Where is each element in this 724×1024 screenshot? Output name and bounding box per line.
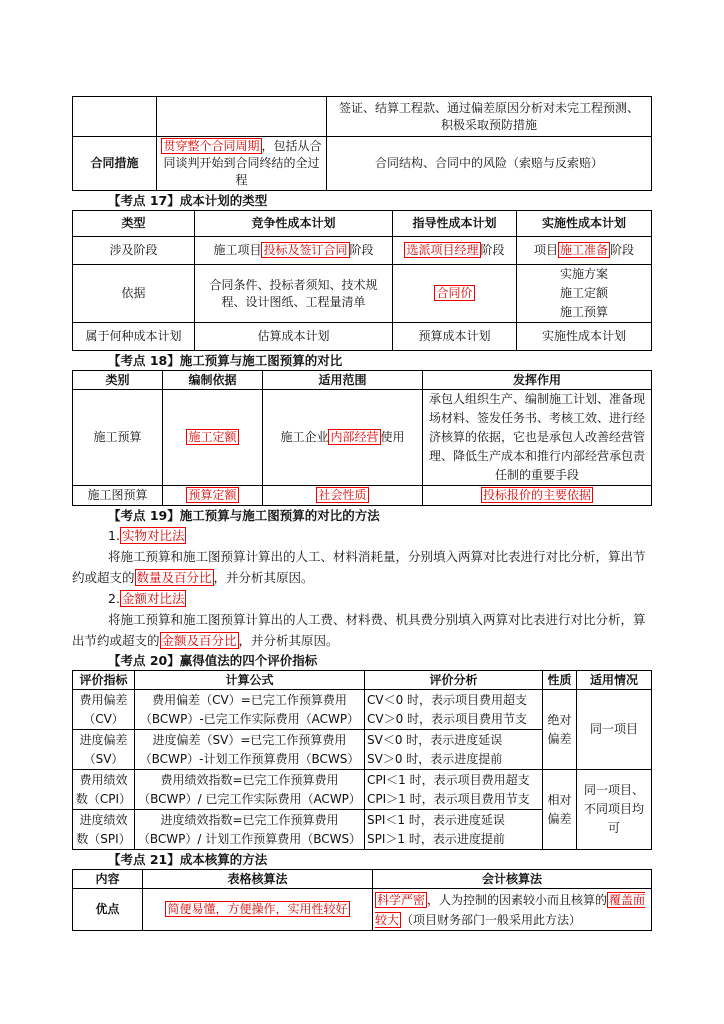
- row-label: 属于何种成本计划: [73, 323, 195, 351]
- analysis-line: SPI＜1 时，表示进度延误: [367, 812, 505, 827]
- formula: 进度绩效指数=已完工作预算费用（BCWP）/ 计划工作预算费用（BCWS）: [135, 810, 365, 850]
- formula: 费用偏差（CV）=已完工作预算费用（BCWP）-已完工作实际费用（ACWP）: [135, 690, 365, 730]
- empty-cell: [73, 97, 157, 137]
- highlight: 选派项目经理: [406, 243, 479, 257]
- formula: 费用绩效指数=已完工作预算费用（BCWP）/ 已完工作实际费用（ACWP）: [135, 770, 365, 810]
- analysis-line: CV＜0 时，表示项目费用超支: [367, 692, 528, 707]
- highlight: 施工准备: [559, 243, 608, 257]
- table-cell: [195, 237, 393, 265]
- analysis-line: SV＜0 时，表示进度延误: [367, 732, 503, 747]
- highlight: 简便易懂，方便操作，实用性较好: [167, 902, 348, 916]
- highlight: 覆盖面较大: [375, 892, 646, 927]
- analysis: [365, 690, 543, 730]
- table-cell: 承包人组织生产、编制施工计划、准备现场材料、签发任务书、考核工效、进行经济核算的依据，它也是承包人改善经营管理、降低生产成本和推行内部经营承包责任制的重要手段: [423, 390, 652, 486]
- highlight: 金额及百分比: [161, 633, 237, 648]
- earned-value-table: [72, 670, 652, 850]
- analysis: [365, 810, 543, 850]
- paragraph-text: 将施工预算和施工图预算计算出的人工费、材料费、机具费分别填入两算对比表进行对比分析，算出节约或超支的: [72, 612, 646, 648]
- row-label: 依据: [73, 265, 195, 323]
- highlight: 投标报价的主要依据: [482, 488, 591, 502]
- column-header: 编制依据: [163, 371, 263, 390]
- analysis-line: CV＞0 时，表示项目费用节支: [367, 711, 528, 726]
- list-item: 实施方案: [559, 267, 608, 281]
- column-header: 评价分析: [365, 671, 543, 690]
- table-cell: 签证、结算工程款、通过偏差原因分析对未完工程预测、积极采取预防措施: [327, 97, 652, 137]
- paragraph-text: ，并分析其原因。: [238, 633, 339, 648]
- list-number: 2.: [108, 591, 120, 606]
- contract-measures-table: [72, 96, 652, 191]
- highlight: 实物对比法: [121, 528, 185, 543]
- column-header: 适用情况: [577, 671, 652, 690]
- column-header: 适用范围: [263, 371, 423, 390]
- section-title: 【考点 18】施工预算与施工图预算的对比: [108, 353, 343, 368]
- section-title: 【考点 19】施工预算与施工图预算的对比的方法: [108, 508, 380, 523]
- row-label: 优点: [73, 889, 143, 931]
- cell-text: 使用: [380, 430, 405, 444]
- table-cell: [163, 486, 263, 506]
- cell-text: 项目: [533, 243, 558, 257]
- highlight: 贯穿整个合同周期: [163, 139, 260, 153]
- column-header: 评价指标: [73, 671, 135, 690]
- applicability: 同一项目: [577, 690, 652, 770]
- table-cell: 预算成本计划: [393, 323, 517, 351]
- formula: 进度偏差（SV）=已完工作预算费用（BCWP）-计划工作预算费用（BCWS）: [135, 730, 365, 770]
- table-cell: [263, 486, 423, 506]
- table-cell: [393, 265, 517, 323]
- column-header: 表格核算法: [143, 870, 373, 889]
- highlight: 施工定额: [188, 430, 237, 444]
- row-label: 涉及阶段: [73, 237, 195, 265]
- indicator-name: 费用偏差（CV）: [73, 690, 135, 730]
- cell-text: ，包括从合同谈判开始到合同终结的全过程: [163, 139, 322, 187]
- nature: 相对偏差: [543, 770, 577, 850]
- highlight: 内部经营: [330, 430, 379, 444]
- table-cell: [423, 486, 652, 506]
- column-header: 类型: [73, 211, 195, 237]
- table-cell: [163, 390, 263, 486]
- table-cell: [143, 889, 373, 931]
- method-heading: [72, 588, 652, 609]
- cell-text: 阶段: [610, 243, 635, 257]
- highlight: 投标及签订合同: [263, 243, 348, 257]
- cost-accounting-table: [72, 869, 652, 931]
- column-header: 计算公式: [135, 671, 365, 690]
- analysis-line: SV＞0 时，表示进度提前: [367, 751, 503, 766]
- column-header: 竞争性成本计划: [195, 211, 393, 237]
- column-header: 指导性成本计划: [393, 211, 517, 237]
- paragraph-text: ，并分析其原因。: [213, 570, 314, 585]
- analysis-line: CPI＞1 时，表示项目费用节支: [367, 791, 530, 806]
- column-header: 类别: [73, 371, 163, 390]
- highlight: 预算定额: [188, 488, 237, 502]
- list-item: 施工定额: [559, 286, 608, 300]
- section-title: 【考点 17】成本计划的类型: [108, 193, 268, 208]
- paragraph-text: 将施工预算和施工图预算计算出的人工、材料消耗量，分别填入两算对比表进行对比分析，算出节约或超支的: [72, 549, 646, 585]
- table-cell: 实施性成本计划: [517, 323, 652, 351]
- budget-comparison-table: [72, 370, 652, 506]
- cell-text: 阶段: [480, 243, 505, 257]
- highlight: 社会性质: [318, 488, 367, 502]
- analysis-line: CPI＜1 时，表示项目费用超支: [367, 772, 530, 787]
- analysis: [365, 730, 543, 770]
- table-cell: [157, 137, 327, 191]
- table-cell: [263, 390, 423, 486]
- analysis: [365, 770, 543, 810]
- row-label: 合同措施: [73, 137, 157, 191]
- table-cell: 合同条件、投标者须知、技术规程、设计图纸、工程量清单: [195, 265, 393, 323]
- cell-text: 施工项目: [213, 243, 262, 257]
- cell-text: 阶段: [349, 243, 374, 257]
- indicator-name: 进度绩效数（SPI）: [73, 810, 135, 850]
- empty-cell: [157, 97, 327, 137]
- highlight: 合同价: [436, 286, 473, 300]
- nature: 绝对偏差: [543, 690, 577, 770]
- table-cell: [393, 237, 517, 265]
- indicator-name: 费用绩效数（CPI）: [73, 770, 135, 810]
- highlight: 金额对比法: [121, 591, 185, 606]
- list-item: 施工预算: [559, 305, 608, 319]
- table-cell: [373, 889, 652, 931]
- column-header: 内容: [73, 870, 143, 889]
- column-header: 发挥作用: [423, 371, 652, 390]
- column-header: 实施性成本计划: [517, 211, 652, 237]
- list-number: 1.: [108, 528, 120, 543]
- row-label: 施工预算: [73, 390, 163, 486]
- paragraph: [72, 609, 652, 651]
- highlight: 科学严密: [377, 892, 426, 907]
- highlight: 数量及百分比: [136, 570, 212, 585]
- row-label: 施工图预算: [73, 486, 163, 506]
- cell-text: 施工企业: [280, 430, 329, 444]
- cell-text: ，人为控制的因素较小而且核算的: [427, 892, 608, 907]
- applicability: 同一项目、不同项目均可: [577, 770, 652, 850]
- table-cell: [517, 265, 652, 323]
- cost-plan-types-table: [72, 210, 652, 351]
- paragraph: [72, 546, 652, 588]
- column-header: 会计核算法: [373, 870, 652, 889]
- document-page: [72, 96, 652, 931]
- cell-text: （项目财务部门一般采用此方法）: [401, 912, 582, 927]
- table-cell: [517, 237, 652, 265]
- method-heading: [72, 525, 652, 546]
- table-cell: 估算成本计划: [195, 323, 393, 351]
- section-title: 【考点 20】赢得值法的四个评价指标: [108, 653, 318, 668]
- table-cell: 合同结构、合同中的风险（索赔与反索赔）: [327, 137, 652, 191]
- analysis-line: SPI＞1 时，表示进度提前: [367, 831, 505, 846]
- indicator-name: 进度偏差（SV）: [73, 730, 135, 770]
- column-header: 性质: [543, 671, 577, 690]
- section-title: 【考点 21】成本核算的方法: [108, 852, 268, 867]
